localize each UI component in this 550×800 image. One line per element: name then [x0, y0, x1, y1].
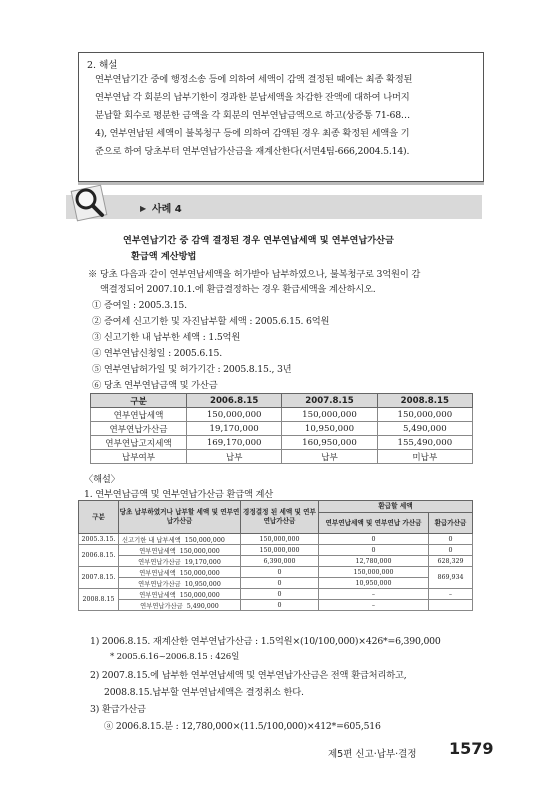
table-cell: 5,490,000 — [377, 422, 472, 436]
table-cell: 0 — [241, 567, 319, 578]
box-line: 연부연납기간 중에 행정소송 등에 의하여 세액이 감액 결정된 때에는 최종 확정된 — [95, 74, 413, 85]
note-line: 3) 환급가산금 — [90, 704, 146, 715]
table-cell: 납부 — [282, 450, 377, 464]
table-cell: 10,950,000 — [282, 422, 377, 436]
table-cell: 160,950,000 — [282, 436, 377, 450]
table-row — [79, 578, 473, 589]
box-line: 연부연납 각 회분의 납부기한이 경과한 분납세액을 차감한 잔액에 대하여 나머지 — [95, 92, 410, 103]
column-header: 구분 — [91, 394, 187, 408]
table-cell: 150,000,000 — [319, 567, 429, 578]
case-item: ③ 신고기한 내 납부한 세액 : 1.5억원 — [92, 332, 241, 343]
table-cell: 2008.8.15 — [79, 589, 119, 611]
table-cell: 150,000,000 — [241, 534, 319, 545]
solution-subheading: 1. 연부연납금액 및 연부연납가산금 환급액 계산 — [84, 489, 274, 500]
table-cell: 869,934 — [429, 567, 473, 589]
box-shadow — [78, 182, 484, 185]
row-value: 5,490,000 — [186, 602, 219, 610]
table-row — [79, 534, 473, 545]
row-value: 10,950,000 — [184, 580, 221, 588]
footer-section: 제5편 신고·납부·결정 — [328, 749, 417, 760]
case-intro-cont: 액결정되어 2007.10.1.에 환급결정하는 경우 환급세액을 계산하시오. — [100, 284, 376, 295]
table-cell: 150,000,000 — [282, 408, 377, 422]
table-cell: 6,390,000 — [241, 556, 319, 567]
table-cell: 2005.3.15. — [79, 534, 119, 545]
case-item: ① 증여일 : 2005.3.15. — [92, 300, 187, 311]
case-intro: ※ 당초 다음과 같이 연부연납세액을 허가받아 납부하였으나, 불복청구로 3억원이 감 — [88, 269, 421, 280]
table-row — [91, 422, 473, 436]
column-header: 환급가산금 — [429, 513, 473, 534]
box-paragraph — [95, 71, 480, 161]
column-header: 2007.8.15 — [282, 394, 377, 408]
box-line: 준으로 하여 당초부터 연부연납가산금을 재계산한다(서면4팀-666,2004.5.14). — [95, 146, 410, 157]
table-cell: 150,000,000 — [187, 408, 282, 422]
column-header: 연부연납세액 및 연부연납 가산금 — [319, 513, 429, 534]
table-row — [91, 436, 473, 450]
table-cell: 169,170,000 — [187, 436, 282, 450]
table-cell — [119, 578, 241, 589]
table-header-row — [91, 394, 473, 408]
case-title: 연부연납기간 중 감액 결정된 경우 연부연납세액 및 연부연납가산금 — [123, 235, 394, 246]
table-cell: – — [319, 589, 429, 600]
table-cell: 0 — [241, 589, 319, 600]
table-cell: – — [429, 589, 473, 600]
table-row — [79, 589, 473, 600]
table-cell — [119, 556, 241, 567]
case-label: 사례 4 — [152, 204, 182, 215]
row-label: 연부연납가산금 — [138, 558, 181, 566]
refund-calculation-table — [78, 500, 473, 611]
table-row — [79, 556, 473, 567]
note-line-cont: 2008.8.15.납부할 연부연납세액은 결정취소 한다. — [104, 687, 304, 698]
table-cell: – — [319, 600, 429, 611]
table-cell: 0 — [319, 534, 429, 545]
table-cell — [429, 600, 473, 611]
table-cell: 연부연납가산금 — [91, 422, 187, 436]
table-cell: 155,490,000 — [377, 436, 472, 450]
table-row — [79, 567, 473, 578]
magnifier-icon — [66, 180, 110, 224]
table-cell: 0 — [319, 545, 429, 556]
table-cell: 연부연납고지세액 — [91, 436, 187, 450]
table-header-row — [79, 501, 473, 513]
column-header: 환급할 세액 — [319, 501, 473, 513]
row-value: 150,000,000 — [179, 591, 220, 599]
page-number: 1579 — [449, 739, 494, 758]
table-row — [79, 545, 473, 556]
original-installment-table — [90, 393, 473, 464]
table-cell: 0 — [429, 545, 473, 556]
column-header: 구분 — [79, 501, 119, 534]
row-label: 연부연납가산금 — [140, 602, 183, 610]
table-cell: 0 — [429, 534, 473, 545]
note-line: ⓐ 2006.8.15.분 : 12,780,000×(11.5/100,000)×412*=605,516 — [104, 721, 381, 732]
note-line: 1) 2006.8.15. 재계산한 연부연납가산금 : 1.5억원×(10/100,000)×426*=6,390,000 — [90, 636, 441, 647]
table-cell: 150,000,000 — [241, 545, 319, 556]
table-cell: 0 — [241, 578, 319, 589]
row-label: 연부연납세액 — [139, 569, 176, 577]
table-row — [91, 408, 473, 422]
table-cell: 12,780,000 — [319, 556, 429, 567]
case-item: ⑥ 당초 연부연납금액 및 가산금 — [92, 380, 218, 391]
solution-heading: 〈해설〉 — [84, 474, 120, 485]
column-header: 당초 납부하였거나 납부할 세액 및 연부연납가산금 — [119, 501, 241, 534]
table-cell: 미납부 — [377, 450, 472, 464]
table-cell: 납부 — [187, 450, 282, 464]
table-cell: 150,000,000 — [377, 408, 472, 422]
case-header-band — [66, 195, 482, 219]
table-cell: 2007.8.15. — [79, 567, 119, 589]
arrow-icon: ▶ — [140, 204, 147, 213]
table-cell: 0 — [241, 600, 319, 611]
table-row — [91, 450, 473, 464]
row-value: 150,000,000 — [184, 536, 225, 544]
table-cell — [119, 545, 241, 556]
case-item: ② 증여세 신고기한 및 자진납부할 세액 : 2005.6.15. 6억원 — [92, 316, 330, 327]
table-cell: 2006.8.15. — [79, 545, 119, 567]
note-footnote: * 2005.6.16~2006.8.15 : 426일 — [110, 652, 240, 662]
explanation-box — [78, 52, 484, 182]
box-line: 4), 연부연납된 세액이 불복청구 등에 의하여 감액된 경우 최종 확정된 세액을 기 — [95, 128, 410, 139]
row-label: 신고기한 내 납부세액 — [122, 536, 181, 544]
column-header: 2006.8.15 — [187, 394, 282, 408]
table-cell: 19,170,000 — [187, 422, 282, 436]
row-value: 150,000,000 — [179, 569, 220, 577]
row-label: 연부연납세액 — [139, 547, 176, 555]
table-cell: 납부여부 — [91, 450, 187, 464]
table-cell: 연부연납세액 — [91, 408, 187, 422]
case-item: ④ 연부연납신청일 : 2005.6.15. — [92, 348, 223, 359]
note-line: 2) 2007.8.15.에 납부한 연부연납세액 및 연부연납가산금은 전액 환급처리하고, — [90, 670, 407, 681]
table-cell — [119, 589, 241, 600]
row-label: 연부연납가산금 — [138, 580, 181, 588]
box-line: 분납할 회수로 평분한 금액을 각 회분의 연부연납금액으로 하고(상증통 71-68… — [95, 110, 411, 121]
box-heading: 2. 해설 — [87, 60, 118, 71]
table-cell — [119, 534, 241, 545]
column-header: 경정결정 된 세액 및 연부연납가산금 — [241, 501, 319, 534]
table-cell — [119, 600, 241, 611]
table-cell: 10,950,000 — [319, 578, 429, 589]
case-title-cont: 환급액 계산방법 — [131, 251, 197, 262]
column-header: 2008.8.15 — [377, 394, 472, 408]
row-value: 150,000,000 — [179, 547, 220, 555]
row-value: 19,170,000 — [184, 558, 221, 566]
table-cell: 628,329 — [429, 556, 473, 567]
table-cell — [119, 567, 241, 578]
table-row — [79, 600, 473, 611]
row-label: 연부연납세액 — [139, 591, 176, 599]
case-item: ⑤ 연부연납허가일 및 허가기간 : 2005.8.15., 3년 — [92, 364, 292, 375]
